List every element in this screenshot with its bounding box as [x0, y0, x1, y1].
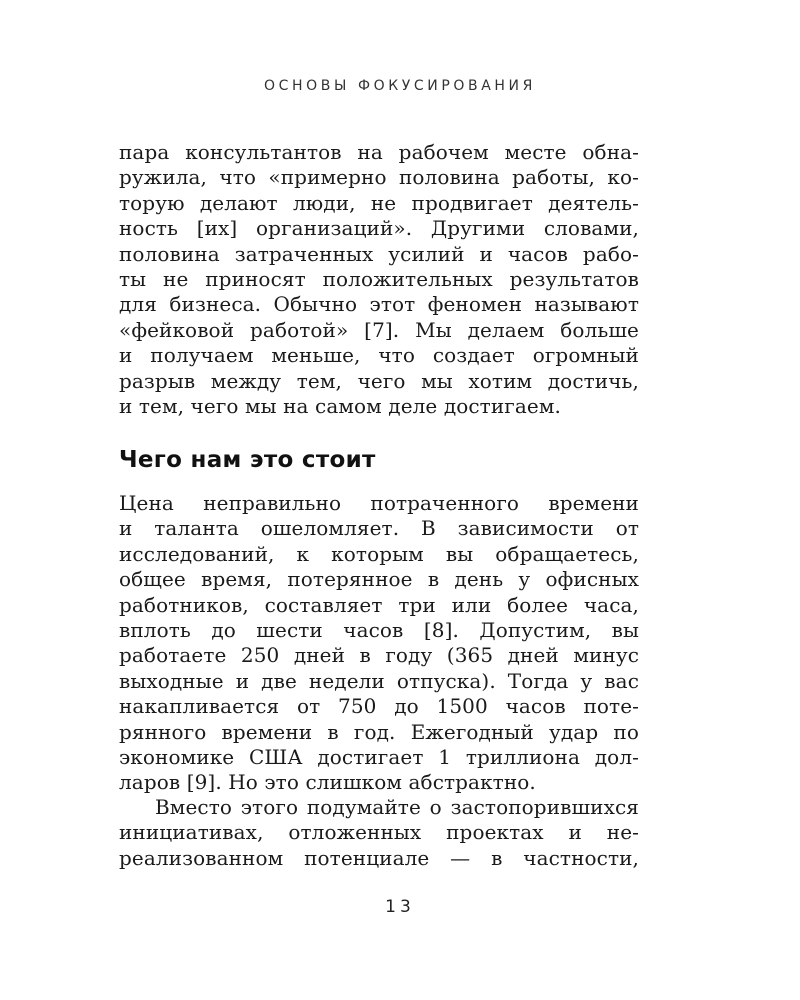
- text-line: «фейковой работой» [7]. Мы делаем больше: [119, 317, 639, 342]
- text-line: ты не приносят положительных результатов: [119, 267, 639, 292]
- text-line: накапливается от 750 до 1500 часов поте-: [119, 694, 639, 719]
- text-line: вплоть до шести часов [8]. Допустим, вы: [119, 618, 639, 643]
- text-line: исследований, к которым вы обращаетесь,: [119, 541, 639, 566]
- running-header: ОСНОВЫ ФОКУСИРОВАНИЯ: [264, 78, 536, 94]
- paragraph-3: [119, 795, 639, 871]
- section-heading: Чего нам это стоит: [119, 447, 376, 473]
- text-line: экономике США достигает 1 триллиона дол-: [119, 745, 639, 770]
- text-line: и таланта ошеломляет. В зависимости от: [119, 516, 639, 541]
- text-line: Вместо этого подумайте о застопорившихся: [155, 795, 639, 819]
- text-line: выходные и две недели отпуска). Тогда у вас: [119, 668, 639, 693]
- text-line: торую делают люди, не продвигает деятель-: [119, 190, 639, 215]
- paragraph-1: [119, 140, 639, 419]
- text-line: и тем, чего мы на самом деле достигаем.: [119, 394, 561, 419]
- text-line: пара консультантов на рабочем месте обна-: [119, 140, 639, 164]
- text-line: ность [их] организаций». Другими словами,: [119, 216, 639, 241]
- text-line: реализованном потенциале — в частности,: [119, 845, 639, 870]
- text-line: общее время, потерянное в день у офисных: [119, 567, 639, 592]
- text-line: и получаем меньше, что создает огромный: [119, 343, 639, 368]
- text-line: ружила, что «примерно половина работы, ко-: [119, 165, 639, 190]
- text-line: работников, составляет три или более часа,: [119, 592, 639, 617]
- page-number: 13: [385, 897, 415, 917]
- text-line: Цена неправильно потраченного времени: [119, 491, 639, 515]
- text-line: работаете 250 дней в году (365 дней минус: [119, 643, 639, 668]
- text-line: разрыв между тем, чего мы хотим достичь,: [119, 368, 639, 393]
- text-line: рянного времени в год. Ежегодный удар по: [119, 719, 639, 744]
- text-line: инициативах, отложенных проектах и не-: [119, 820, 639, 845]
- text-line: для бизнеса. Обычно этот феномен называют: [119, 292, 639, 317]
- paragraph-2: [119, 491, 639, 796]
- text-line: ларов [9]. Но это слишком абстрактно.: [119, 770, 536, 795]
- text-line: половина затраченных усилий и часов рабо-: [119, 241, 639, 266]
